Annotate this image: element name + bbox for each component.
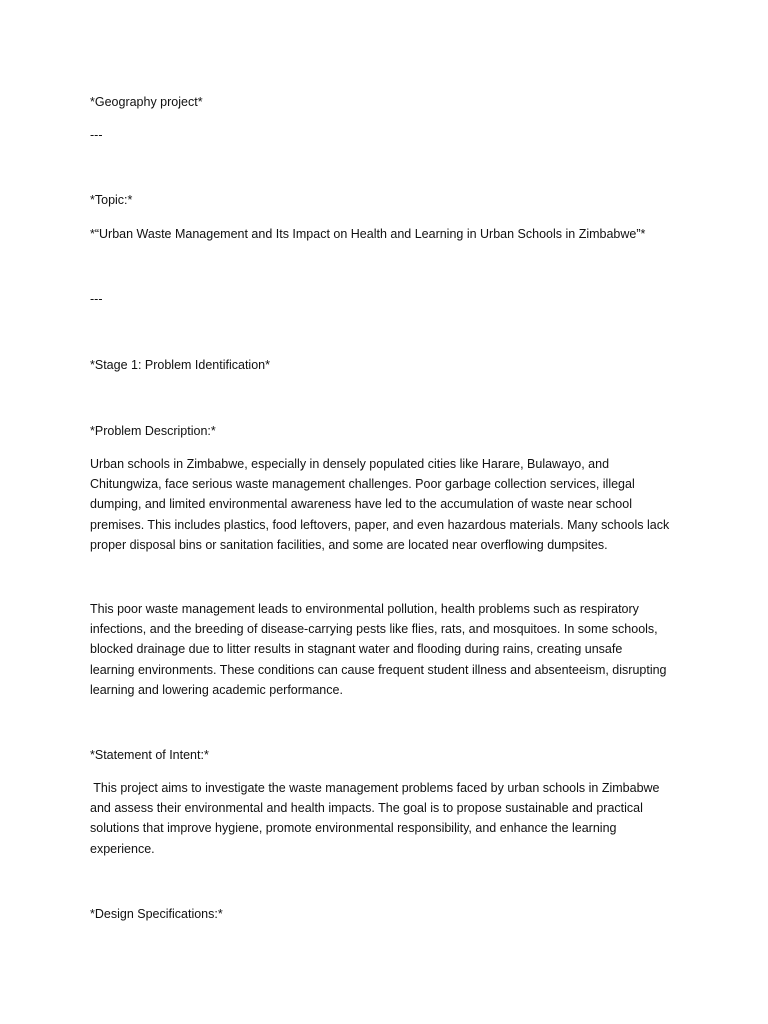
- text-line: solutions that improve hygiene, promote environmental responsibility, and enhance the learning: [90, 821, 617, 836]
- problem-paragraph-1: [90, 454, 690, 555]
- problem-paragraph-2: [90, 599, 690, 700]
- text-line: Chitungwiza, face serious waste management challenges. Poor garbage collection services, illegal: [90, 477, 635, 492]
- text-line: This project aims to investigate the waste management problems faced by urban schools in Zimbabwe: [90, 781, 660, 795]
- text-line: infections, and the breeding of disease-carrying pests like flies, rats, and mosquitoes. In some schools,: [90, 622, 658, 637]
- problem-description-heading: *Problem Description:*: [90, 424, 216, 438]
- separator: ---: [90, 128, 103, 142]
- intent-paragraph: [90, 778, 690, 859]
- text-line: and assess their environmental and health impacts. The goal is to propose sustainable and practical: [90, 801, 643, 816]
- topic-heading: *Topic:*: [90, 193, 133, 207]
- stage-heading: *Stage 1: Problem Identification*: [90, 358, 270, 372]
- text-line: proper disposal bins or sanitation facilities, and some are located near overflowing dumpsites.: [90, 537, 608, 552]
- text-line: experience.: [90, 841, 155, 856]
- text-line: learning and lowering academic performance.: [90, 682, 343, 697]
- text-line: learning environments. These conditions can cause frequent student illness and absenteeism, disrupting: [90, 662, 667, 677]
- text-line: This poor waste management leads to environmental pollution, health problems such as respiratory: [90, 602, 639, 616]
- text-line: blocked drainage due to litter results in stagnant water and flooding during rains, creating unsafe: [90, 642, 623, 657]
- text-line: premises. This includes plastics, food leftovers, paper, and even hazardous materials. Many schools lack: [90, 517, 670, 532]
- text-line: dumping, and limited environmental awareness have led to the accumulation of waste near school: [90, 497, 632, 512]
- text-line: Urban schools in Zimbabwe, especially in densely populated cities like Harare, Bulawayo, and: [90, 457, 610, 471]
- topic-text: *“Urban Waste Management and Its Impact on Health and Learning in Urban Schools in Zimbabwe”*: [90, 227, 646, 241]
- document-title: *Geography project*: [90, 95, 203, 109]
- statement-of-intent-heading: *Statement of Intent:*: [90, 748, 209, 762]
- design-specifications-heading: *Design Specifications:*: [90, 907, 223, 921]
- separator: ---: [90, 292, 103, 306]
